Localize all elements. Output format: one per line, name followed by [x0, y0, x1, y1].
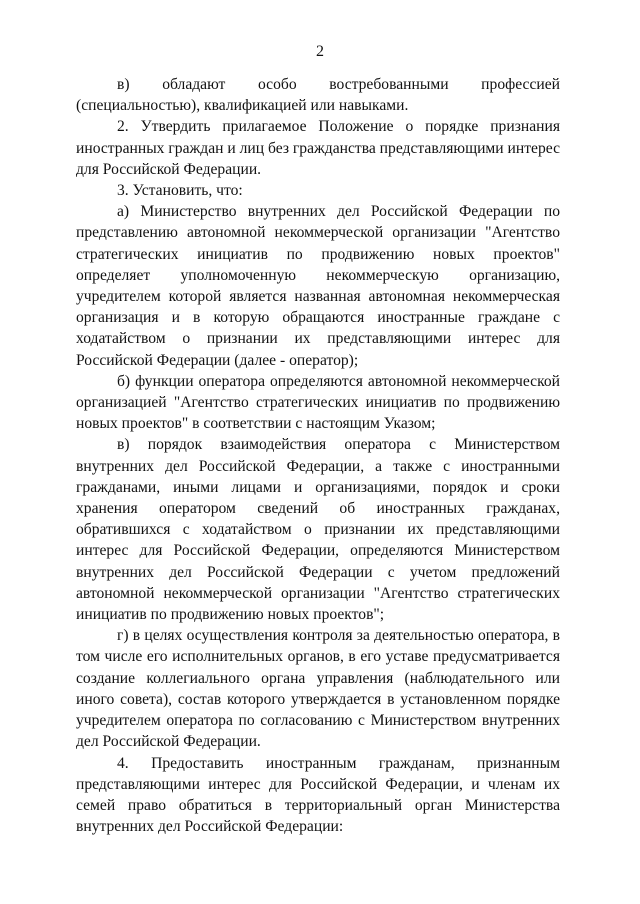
paragraph-item-g-control: г) в целях осуществления контроля за деятельностью оператора, в том числе его исполнительных органов, в его уставе предусматривается создание коллегиального органа управления (наблюдательного или иного совета), состав которого утверждается в установленном порядке учредителем оператора по согласованию с Министерством внутренних дел Российской Федерации.: [76, 627, 560, 751]
document-body: [76, 74, 560, 837]
paragraph-item-v-procedure: в) порядок взаимодействия оператора с Министерством внутренних дел Российской Федерации, а также с иностранными гражданами, иными лицами и организациями, порядок и сроки хранения оператором сведений об иностранных гражданах, обратившихся с ходатайством о признании их представляющими интерес для Российской Федерации, определяются Министерством внутренних дел Российской Федерации с учетом предложений автономной некоммерческой организации "Агентство стратегических инициатив по продвижению новых проектов";: [76, 436, 560, 624]
paragraph-approve-regulation: 2. Утвердить прилагаемое Положение о порядке признания иностранных граждан и лиц без гражданства представляющими интерес для Российской Федерации.: [76, 118, 561, 178]
paragraph-establish: 3. Установить, что:: [117, 182, 243, 200]
paragraph-item-a-ministry: а) Министерство внутренних дел Российской Федерации по представлению автономной некоммерческой организации "Агентство стратегических инициатив по продвижению новых проектов" определяет уполномоченную некоммерческую организацию, учредителем которой является названная автономная некоммерческая организация и в которую обращаются иностранные граждане с ходатайством о признании их представляющими интерес для Российской Федерации (далее - оператор);: [76, 203, 560, 369]
paragraph-item-b-functions: б) функции оператора определяются автономной некоммерческой организацией "Агентство стратегических инициатив по продвижению новых проектов" в соответствии с настоящим Указом;: [76, 372, 560, 433]
page-number: 2: [316, 43, 324, 60]
paragraph-item-v-professions: в) обладают особо востребованными профессией (специальностью), квалификацией или навыками.: [76, 76, 560, 115]
paragraph-grant-right: 4. Предоставить иностранным гражданам, признанным представляющими интерес для Российской Федерации, и членам их семей право обратиться в территориальный орган Министерства внутренних дел Российской Федерации:: [76, 754, 560, 836]
